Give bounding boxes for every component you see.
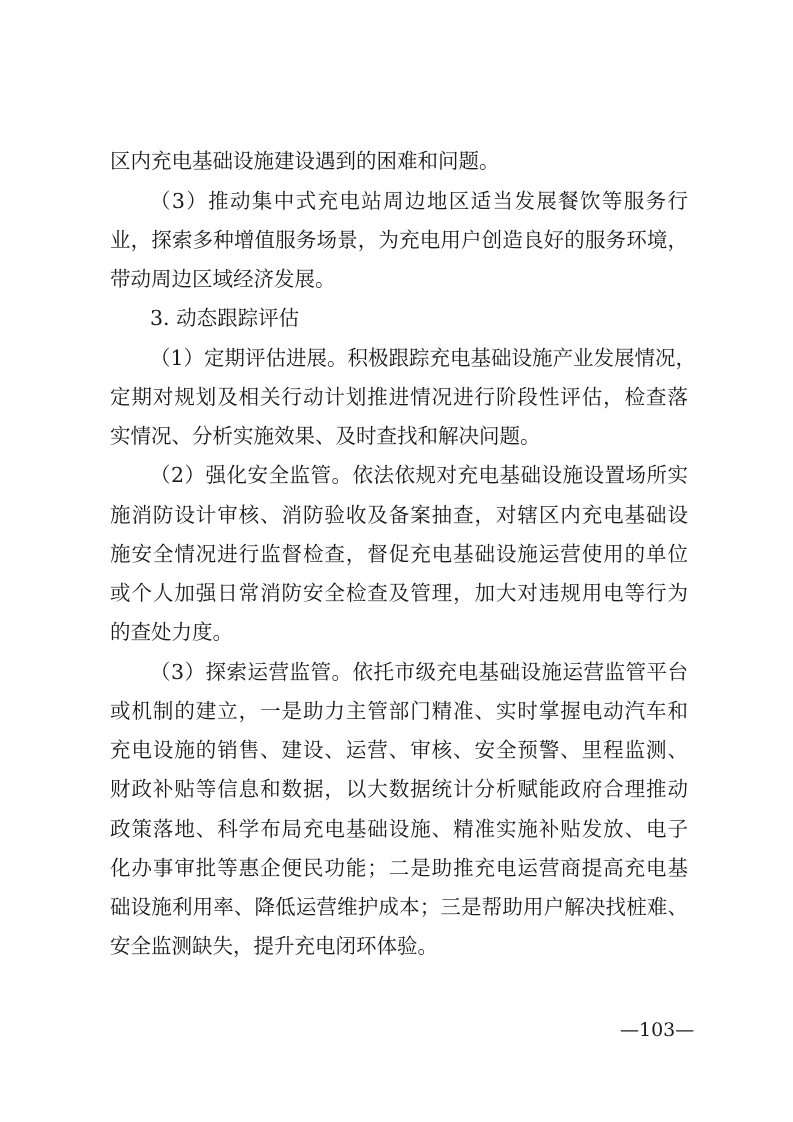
text-line: （3）推动集中式充电站周边地区适当发展餐饮等服务行 (150, 189, 688, 213)
text-line: 或机制的建立，一是助力主管部门精准、实时掌握电动汽车和 (110, 699, 688, 723)
text-line: 化办事审批等惠企便民功能；二是助推充电运营商提高充电基 (110, 856, 688, 880)
text-line: 业，探索多种增值服务场景，为充电用户创造良好的服务环境， (110, 228, 688, 252)
section-heading: 3. 动态跟踪评估 (150, 306, 300, 330)
text-line: 施消防设计审核、消防验收及备案抽查，对辖区内充电基础设 (110, 503, 688, 527)
text-line: 区内充电基础设施建设遇到的困难和问题。 (110, 149, 500, 173)
text-line: （1）定期评估进展。积极跟踪充电基础设施产业发展情况， (150, 346, 697, 370)
text-line: 带动周边区域经济发展。 (110, 267, 336, 291)
text-line: 础设施利用率、降低运营维护成本；三是帮助用户解决找桩难、 (110, 895, 688, 919)
text-line: （2）强化安全监管。依法依规对充电基础设施设置场所实 (150, 463, 688, 487)
text-line: 实情况、分析实施效果、及时查找和解决问题。 (110, 424, 541, 448)
text-line: 施安全情况进行监督检查，督促充电基础设施运营使用的单位 (110, 542, 688, 566)
text-line: 财政补贴等信息和数据，以大数据统计分析赋能政府合理推动 (110, 777, 688, 801)
text-line: 定期对规划及相关行动计划推进情况进行阶段性评估，检查落 (110, 385, 688, 409)
text-line: 充电设施的销售、建设、运营、审核、安全预警、里程监测、 (110, 738, 688, 762)
text-line: 的查处力度。 (110, 620, 233, 644)
text-line: 安全监测缺失，提升充电闭环体验。 (110, 934, 438, 958)
text-line: 政策落地、科学布局充电基础设施、精准实施补贴发放、电子 (110, 817, 688, 841)
text-line: 或个人加强日常消防安全检查及管理，加大对违规用电等行为 (110, 581, 688, 605)
text-line: （3）探索运营监管。依托市级充电基础设施运营监管平台 (150, 660, 688, 684)
page-number: —103— (620, 1019, 695, 1041)
